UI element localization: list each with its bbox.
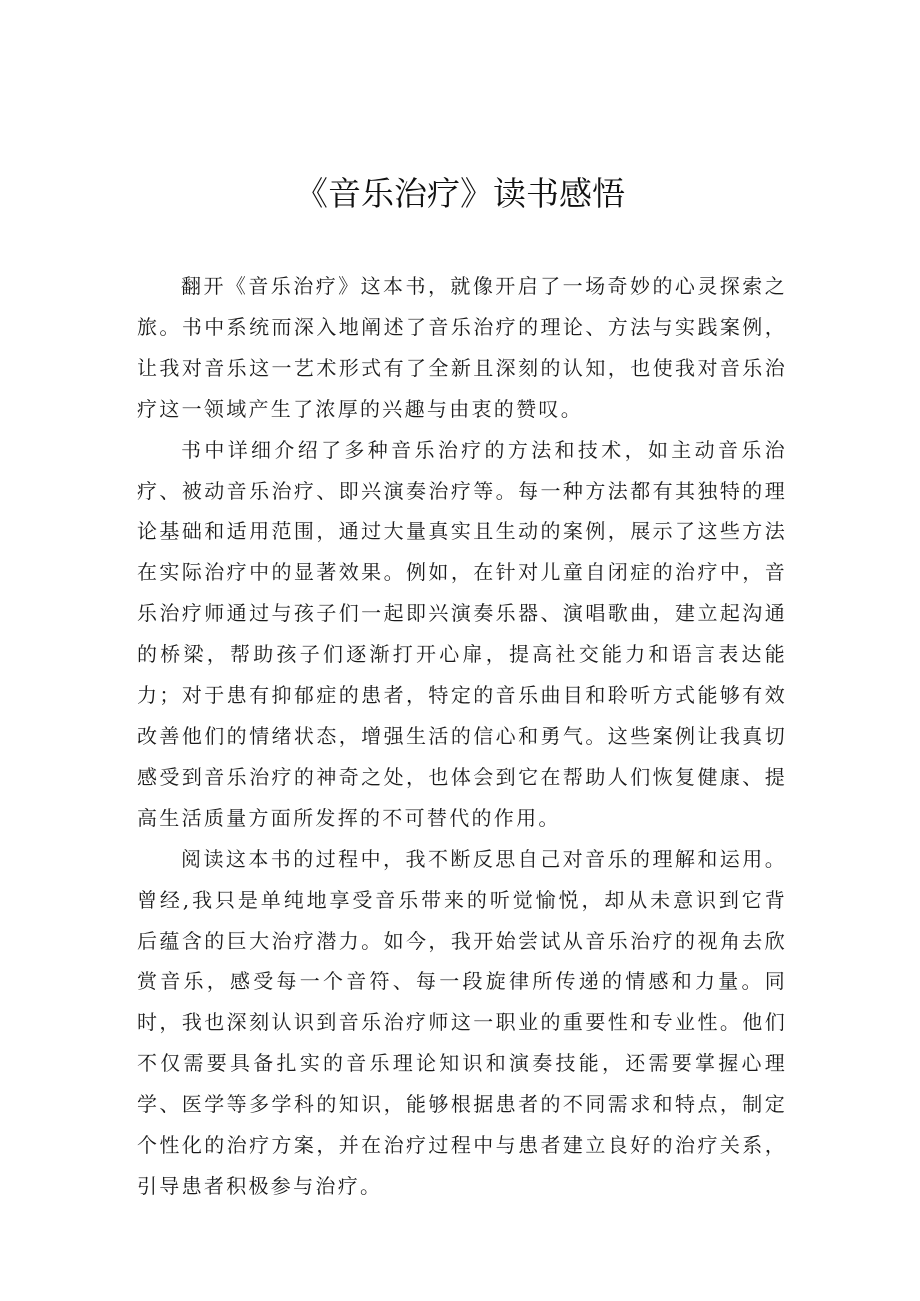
- paragraph-2: 书中详细介绍了多种音乐治疗的方法和技术，如主动音乐治疗、被动音乐治疗、即兴演奏治疗等。每一种方法都有其独特的理论基础和适用范围，通过大量真实且生动的案例，展示了这些方法在实际治疗中的显著效果。例如，在针对儿童自闭症的治疗中，音乐治疗师通过与孩子们一起即兴演奏乐器、演唱歌曲，建立起沟通的桥梁，帮助孩子们逐渐打开心扉，提高社交能力和语言表达能力；对于患有抑郁症的患者，特定的音乐曲目和聆听方式能够有效改善他们的情绪状态，增强生活的信心和勇气。这些案例让我真切感受到音乐治疗的神奇之处，也体会到它在帮助人们恢复健康、提高生活质量方面所发挥的不可替代的作用。: [137, 437, 787, 830]
- document-title: 《音乐治疗》读书感悟: [295, 174, 625, 213]
- paragraph-1: 翻开《音乐治疗》这本书，就像开启了一场奇妙的心灵探索之旅。书中系统而深入地阐述了音乐治疗的理论、方法与实践案例，让我对音乐这一艺术形式有了全新且深刻的认知，也使我对音乐治疗这一领域产生了浓厚的兴趣与由衷的赞叹。: [137, 274, 787, 421]
- paragraph-3: 阅读这本书的过程中，我不断反思自己对音乐的理解和运用。曾经,我只是单纯地享受音乐带来的听觉愉悦，却从未意识到它背后蕴含的巨大治疗潜力。如今，我开始尝试从音乐治疗的视角去欣赏音乐，感受每一个音符、每一段旋律所传递的情感和力量。同时，我也深刻认识到音乐治疗师这一职业的重要性和专业性。他们不仅需要具备扎实的音乐理论知识和演奏技能，还需要掌握心理学、医学等多学科的知识，能够根据患者的不同需求和特点，制定个性化的治疗方案，并在治疗过程中与患者建立良好的治疗关系，引导患者积极参与治疗。: [137, 846, 787, 1198]
- document-body: [137, 266, 787, 1207]
